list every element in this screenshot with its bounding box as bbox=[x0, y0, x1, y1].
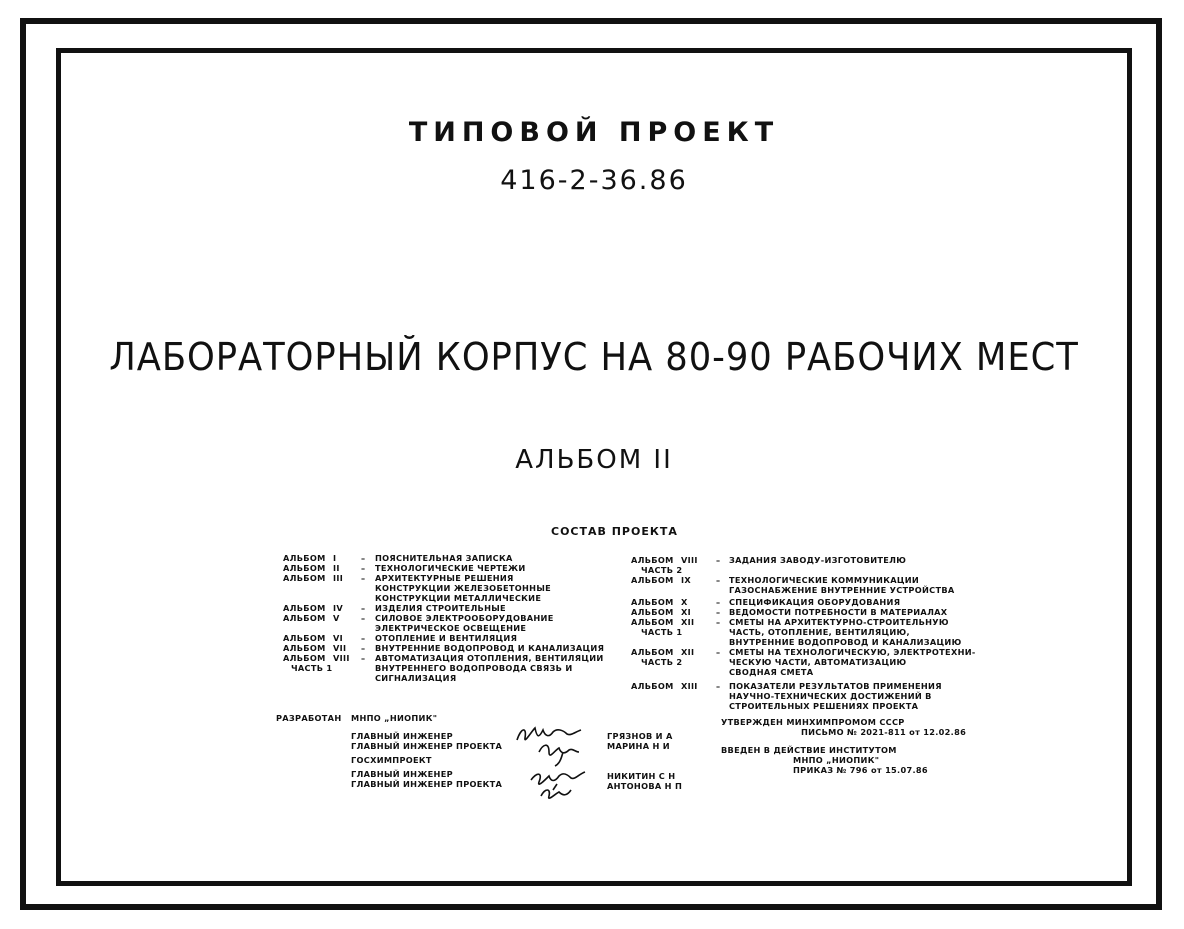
contents-heading: СОСТАВ ПРОЕКТА bbox=[551, 525, 678, 538]
album-number: IX bbox=[681, 575, 691, 585]
album-number: VI bbox=[333, 633, 343, 643]
album-part: ЧАСТЬ 1 bbox=[641, 627, 683, 637]
album-label: АЛЬБОМ bbox=[283, 553, 326, 563]
album-label: АЛЬБОМ bbox=[283, 613, 326, 623]
album-description: НАУЧНО-ТЕХНИЧЕСКИХ ДОСТИЖЕНИЙ В bbox=[729, 691, 932, 701]
drawing-inner-frame bbox=[56, 48, 1132, 886]
approved-line: ПИСЬМО № 2021-811 от 12.02.86 bbox=[801, 727, 967, 737]
dash: – bbox=[361, 613, 366, 623]
album-description: ЧЕСКУЮ ЧАСТИ, АВТОМАТИЗАЦИЮ bbox=[729, 657, 907, 667]
album-number: VIII bbox=[681, 555, 698, 565]
approved-line: УТВЕРЖДЕН МИНХИМПРОМОМ СССР bbox=[721, 717, 905, 727]
album-description: СМЕТЫ НА ТЕХНОЛОГИЧЕСКУЮ, ЭЛЕКТРОТЕХНИ- bbox=[729, 647, 976, 657]
album-label: АЛЬБОМ bbox=[631, 597, 674, 607]
person-name: ГРЯЗНОВ И А bbox=[607, 731, 673, 741]
album-label: АЛЬБОМ bbox=[631, 575, 674, 585]
person-name: МАРИНА Н И bbox=[607, 741, 670, 751]
album-description: ГАЗОСНАБЖЕНИЕ ВНУТРЕННИЕ УСТРОЙСТВА bbox=[729, 585, 955, 595]
album-number: X bbox=[681, 597, 688, 607]
album-label: АЛЬБОМ bbox=[283, 643, 326, 653]
album-label: АЛЬБОМ bbox=[283, 603, 326, 613]
dash: – bbox=[716, 607, 721, 617]
album-label: АЛЬБОМ bbox=[631, 555, 674, 565]
album-description: ПОЯСНИТЕЛЬНАЯ ЗАПИСКА bbox=[375, 553, 513, 563]
dash: – bbox=[716, 575, 721, 585]
album-description: СТРОИТЕЛЬНЫХ РЕШЕНИЯХ ПРОЕКТА bbox=[729, 701, 919, 711]
album-description: АРХИТЕКТУРНЫЕ РЕШЕНИЯ bbox=[375, 573, 514, 583]
album-number: XII bbox=[681, 647, 695, 657]
album-label: АЛЬБОМ bbox=[631, 681, 674, 691]
drawing-outer-frame bbox=[20, 18, 1162, 910]
album-part: ЧАСТЬ 2 bbox=[641, 565, 683, 575]
album-description: ИЗДЕЛИЯ СТРОИТЕЛЬНЫЕ bbox=[375, 603, 506, 613]
developed-label: РАЗРАБОТАН bbox=[276, 713, 342, 723]
dash: – bbox=[361, 653, 366, 663]
album-description: ТЕХНОЛОГИЧЕСКИЕ КОММУНИКАЦИИ bbox=[729, 575, 920, 585]
album-description: КОНСТРУКЦИИ МЕТАЛЛИЧЕСКИЕ bbox=[375, 593, 542, 603]
dash: – bbox=[361, 633, 366, 643]
album-description: ВЕДОМОСТИ ПОТРЕБНОСТИ В МАТЕРИАЛАХ bbox=[729, 607, 948, 617]
album-number: V bbox=[333, 613, 340, 623]
album-description: СМЕТЫ НА АРХИТЕКТУРНО-СТРОИТЕЛЬНУЮ bbox=[729, 617, 949, 627]
album-description: СПЕЦИФИКАЦИЯ ОБОРУДОВАНИЯ bbox=[729, 597, 901, 607]
album-description: ВНУТРЕННИЕ ВОДОПРОВОД И КАНАЛИЗАЦИЯ bbox=[375, 643, 605, 653]
album-title: АЛЬБОМ II bbox=[515, 445, 673, 475]
album-label: АЛЬБОМ bbox=[631, 647, 674, 657]
album-number: III bbox=[333, 573, 344, 583]
album-part: ЧАСТЬ 2 bbox=[641, 657, 683, 667]
album-label: АЛЬБОМ bbox=[283, 633, 326, 643]
dash: – bbox=[716, 647, 721, 657]
album-number: I bbox=[333, 553, 337, 563]
album-description: ЗАДАНИЯ ЗАВОДУ-ИЗГОТОВИТЕЛЮ bbox=[729, 555, 907, 565]
album-label: АЛЬБОМ bbox=[631, 607, 674, 617]
project-number: 416-2-36.86 bbox=[500, 165, 688, 196]
album-number: XIII bbox=[681, 681, 698, 691]
album-number: XII bbox=[681, 617, 695, 627]
organization: МНПО „НИОПИК" bbox=[351, 713, 438, 723]
album-number: VII bbox=[333, 643, 347, 653]
album-part: ЧАСТЬ 1 bbox=[291, 663, 333, 673]
person-name: НИКИТИН С Н bbox=[607, 771, 676, 781]
dash: – bbox=[361, 603, 366, 613]
document-type: ТИПОВОЙ ПРОЕКТ bbox=[408, 117, 780, 148]
dash: – bbox=[716, 681, 721, 691]
enacted-line: МНПО „НИОПИК" bbox=[793, 755, 880, 765]
album-label: АЛЬБОМ bbox=[631, 617, 674, 627]
album-number: VIII bbox=[333, 653, 350, 663]
album-description: СИЛОВОЕ ЭЛЕКТРООБОРУДОВАНИЕ bbox=[375, 613, 554, 623]
album-description: ВНУТРЕННИЕ ВОДОПРОВОД И КАНАЛИЗАЦИЮ bbox=[729, 637, 962, 647]
role: ГЛАВНЫЙ ИНЖЕНЕР ПРОЕКТА bbox=[351, 779, 503, 789]
album-description: ЭЛЕКТРИЧЕСКОЕ ОСВЕЩЕНИЕ bbox=[375, 623, 527, 633]
album-description: ОТОПЛЕНИЕ И ВЕНТИЛЯЦИЯ bbox=[375, 633, 518, 643]
enacted-line: ПРИКАЗ № 796 от 15.07.86 bbox=[793, 765, 928, 775]
role: ГЛАВНЫЙ ИНЖЕНЕР bbox=[351, 731, 453, 741]
project-title: ЛАБОРАТОРНЫЙ КОРПУС НА 80-90 РАБОЧИХ МЕСТ bbox=[109, 335, 1079, 379]
dash: – bbox=[716, 555, 721, 565]
album-description: СВОДНАЯ СМЕТА bbox=[729, 667, 814, 677]
album-label: АЛЬБОМ bbox=[283, 573, 326, 583]
album-description: ЧАСТЬ, ОТОПЛЕНИЕ, ВЕНТИЛЯЦИЮ, bbox=[729, 627, 910, 637]
dash: – bbox=[361, 643, 366, 653]
album-label: АЛЬБОМ bbox=[283, 653, 326, 663]
album-description: АВТОМАТИЗАЦИЯ ОТОПЛЕНИЯ, ВЕНТИЛЯЦИИ bbox=[375, 653, 604, 663]
dash: – bbox=[361, 563, 366, 573]
dash: – bbox=[716, 617, 721, 627]
dash: – bbox=[361, 573, 366, 583]
album-description: КОНСТРУКЦИИ ЖЕЛЕЗОБЕТОННЫЕ bbox=[375, 583, 551, 593]
album-description: ПОКАЗАТЕЛИ РЕЗУЛЬТАТОВ ПРИМЕНЕНИЯ bbox=[729, 681, 942, 691]
person-name: АНТОНОВА Н П bbox=[607, 781, 683, 791]
album-description: ВНУТРЕННЕГО ВОДОПРОВОДА СВЯЗЬ И bbox=[375, 663, 573, 673]
enacted-line: ВВЕДЕН В ДЕЙСТВИЕ ИНСТИТУТОМ bbox=[721, 745, 897, 755]
dash: – bbox=[716, 597, 721, 607]
album-label: АЛЬБОМ bbox=[283, 563, 326, 573]
album-number: II bbox=[333, 563, 340, 573]
album-description: ТЕХНОЛОГИЧЕСКИЕ ЧЕРТЕЖИ bbox=[375, 563, 526, 573]
dash: – bbox=[361, 553, 366, 563]
album-number: IV bbox=[333, 603, 343, 613]
handwritten-signatures bbox=[509, 708, 609, 808]
album-description: СИГНАЛИЗАЦИЯ bbox=[375, 673, 457, 683]
album-number: XI bbox=[681, 607, 691, 617]
organization: ГОСХИМПРОЕКТ bbox=[351, 755, 432, 765]
role: ГЛАВНЫЙ ИНЖЕНЕР bbox=[351, 769, 453, 779]
role: ГЛАВНЫЙ ИНЖЕНЕР ПРОЕКТА bbox=[351, 741, 503, 751]
